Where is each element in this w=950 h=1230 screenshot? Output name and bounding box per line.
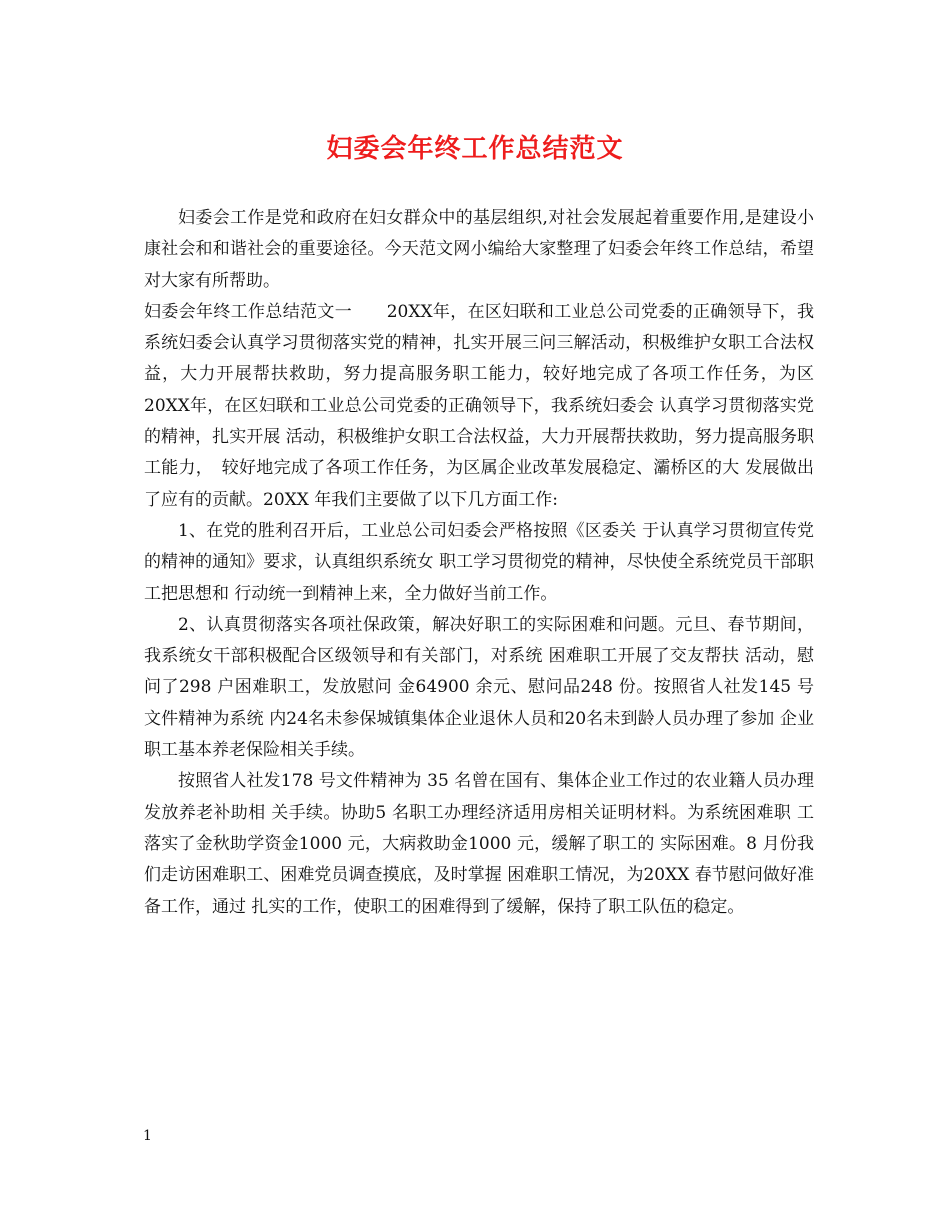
paragraph-item-2: 2、认真贯彻落实各项社保政策，解决好职工的实际困难和问题。元旦、春节期间，我系统女干部积极配合区级领导和有关部门，对系统 困难职工开展了交友帮扶 活动，慰问了298 户困难职工，发放慰问 金64900 余元、慰问品248 份。按照省人社发145 号文件精神为系统 内24名未参保城镇集体企业退休人员和20名未到龄人员办理了参加 企业职工基本养老保险相关手续。 (144, 614, 814, 761)
paragraph-continuation: 按照省人社发178 号文件精神为 35 名曾在国有、集体企业工作过的农业籍人员办理发放养老补助相 关手续。协助5 名职工办理经济适用房相关证明材料。为系统困难职 工落实了金秋助学资金1000 元，大病救助金1000 元，缓解了职工的 实际困难。8 月份我们走访困难职工、困难党员调查摸底，及时掌握 困难职工情况，为20XX 春节慰问做好准备工作，通过 扎实的工作，使职工的困难得到了缓解，保持了职工队伍的稳定。 (144, 771, 814, 917)
paragraph-intro: 妇委会工作是党和政府在妇女群众中的基层组织,对社会发展起着重要作用,是建设小康社会和和谐社会的重要途径。今天范文网小编给大家整理了妇委会年终工作总结，希望对大家有所帮助。 (144, 208, 814, 291)
paragraph-item-1: 1、在党的胜利召开后，工业总公司妇委会严格按照《区委关 于认真学习贯彻宣传党的精神的通知》要求，认真组织系统女 职工学习贯彻党的精神，尽快使全系统党员干部职工把思想和 行动统一到精神上来，全力做好当前工作。 (144, 520, 814, 604)
paragraph-section-one: 妇委会年终工作总结范文一 20XX年，在区妇联和工业总公司党委的正确领导下，我系统妇委会认真学习贯彻落实党的精神，扎实开展三问三解活动，积极维护女职工合法权益，大力开展帮扶救助，努力提高服务职工能力，较好地完成了各项工作任务，为区 20XX年，在区妇联和工业总公司党委的正确领导下，我系统妇委会 认真学习贯彻落实党的精神，扎实开展 活动，积极维护女职工合法权益，大力开展帮扶救助，努力提高服务职工能力， 较好地完成了各项工作任务，为区属企业改革发展稳定、灞桥区的大 发展做出了应有的贡献。20XX 年我们主要做了以下几方面工作: (144, 301, 814, 510)
page-number: 1 (143, 1128, 152, 1144)
document-body (144, 203, 814, 923)
page-title: 妇委会年终工作总结范文 (326, 134, 624, 164)
